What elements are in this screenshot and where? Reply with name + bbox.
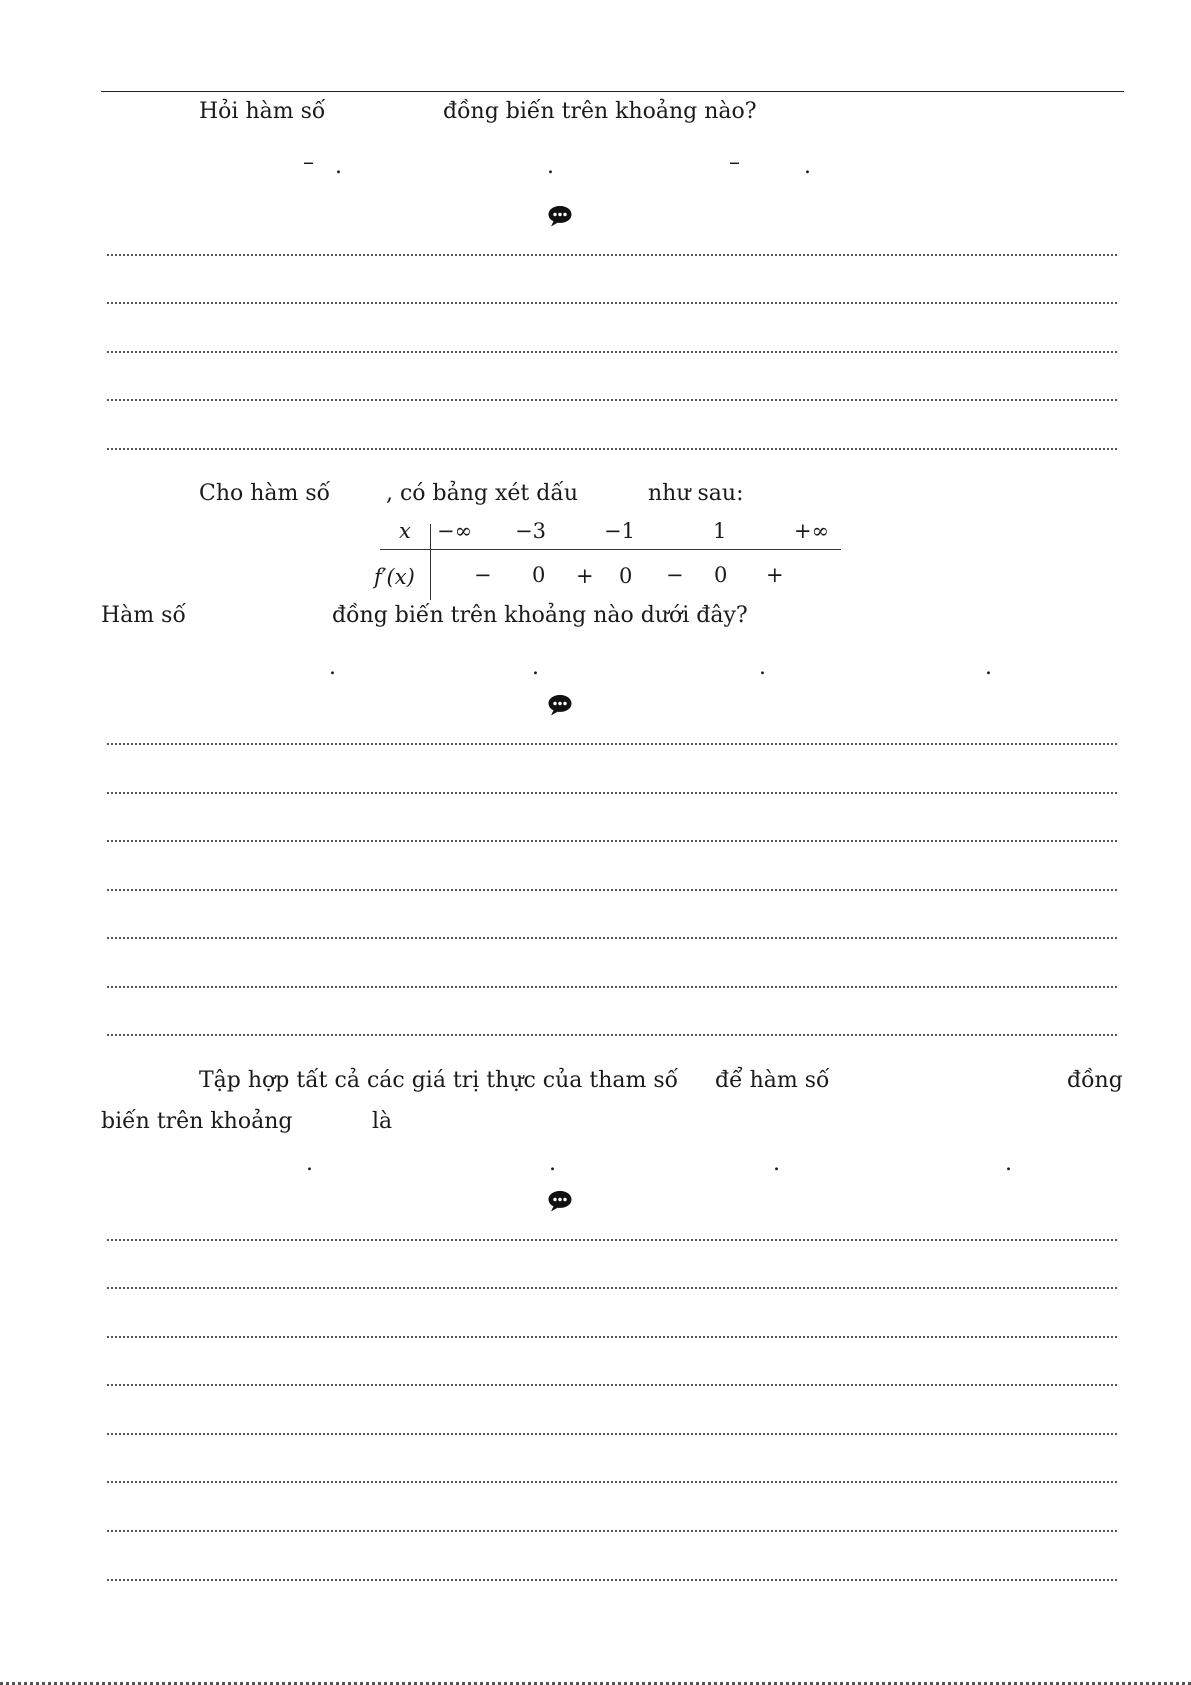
sign-table-x-value: −∞ (437, 519, 473, 543)
q2-prompt-mid: , có bảng xét dấu (386, 481, 578, 506)
answer-line (107, 937, 1117, 939)
q3-line1-start: Tập hợp tất cả các giá trị thực của tham số (199, 1068, 679, 1093)
q3-line1-end: đồng (1067, 1068, 1123, 1093)
q3-option-mark: . (549, 1151, 556, 1176)
answer-line (107, 1336, 1117, 1338)
answer-line (107, 743, 1117, 745)
q2-option-mark: . (985, 655, 992, 680)
q2-prompt-end: như sau: (648, 481, 744, 506)
q1-option-mark: . (804, 154, 811, 179)
q3-line2-end: là (372, 1109, 393, 1134)
sign-table-separator (430, 524, 431, 600)
answer-line (107, 448, 1117, 450)
q1-option-mark: – (729, 150, 740, 175)
sign-table-sign: − (666, 563, 684, 587)
sign-table-sign: 0 (714, 563, 728, 587)
sign-table-divider (380, 549, 841, 550)
answer-line (107, 254, 1117, 256)
q3-option-mark: . (773, 1151, 780, 1176)
answer-line (107, 351, 1117, 353)
sign-table-fx-header: f′(x) (374, 565, 415, 589)
answer-line (107, 1579, 1117, 1581)
answer-line (107, 889, 1117, 891)
sign-table-x-value: −3 (515, 519, 546, 543)
speech-bubble-icon (547, 204, 573, 228)
q1-option-mark: – (303, 150, 314, 175)
q2-question-start: Hàm số (101, 603, 186, 628)
answer-line (107, 1239, 1117, 1241)
sign-table-x-value: −1 (604, 519, 635, 543)
sign-table (366, 516, 841, 600)
q3-line1-mid: để hàm số (715, 1068, 830, 1093)
page-header-rule (101, 91, 1124, 92)
q1-prompt-end: đồng biến trên khoảng nào? (443, 99, 757, 124)
q2-prompt-start: Cho hàm số (199, 481, 331, 506)
answer-line (107, 792, 1117, 794)
answer-line (107, 399, 1117, 401)
q1-option-mark: . (547, 154, 554, 179)
q3-line2-start: biến trên khoảng (101, 1109, 293, 1134)
sign-table-x-header: x (399, 519, 411, 543)
answer-line (107, 1384, 1117, 1386)
answer-line (107, 1530, 1117, 1532)
q2-option-mark: . (759, 655, 766, 680)
sign-table-sign: + (766, 563, 784, 587)
q1-option-mark: . (335, 154, 342, 179)
q2-option-mark: . (532, 655, 539, 680)
answer-line (107, 840, 1117, 842)
answer-line (107, 1287, 1117, 1289)
sign-table-sign: − (474, 563, 492, 587)
sign-table-x-value: +∞ (794, 519, 830, 543)
answer-line (107, 986, 1117, 988)
q3-option-mark: . (1005, 1151, 1012, 1176)
answer-line (107, 1481, 1117, 1483)
answer-line (107, 302, 1117, 304)
speech-bubble-icon (547, 693, 573, 717)
answer-line (107, 1433, 1117, 1435)
sign-table-sign: 0 (619, 564, 633, 588)
answer-line (107, 1034, 1117, 1036)
q3-option-mark: . (306, 1151, 313, 1176)
q2-option-mark: . (329, 655, 336, 680)
q2-question-end: đồng biến trên khoảng nào dưới đây? (332, 603, 748, 628)
sign-table-sign: 0 (532, 563, 546, 587)
q1-prompt-start: Hỏi hàm số (199, 99, 326, 124)
speech-bubble-icon (547, 1189, 573, 1213)
sign-table-x-value: 1 (713, 519, 727, 543)
sign-table-sign: + (576, 564, 594, 588)
